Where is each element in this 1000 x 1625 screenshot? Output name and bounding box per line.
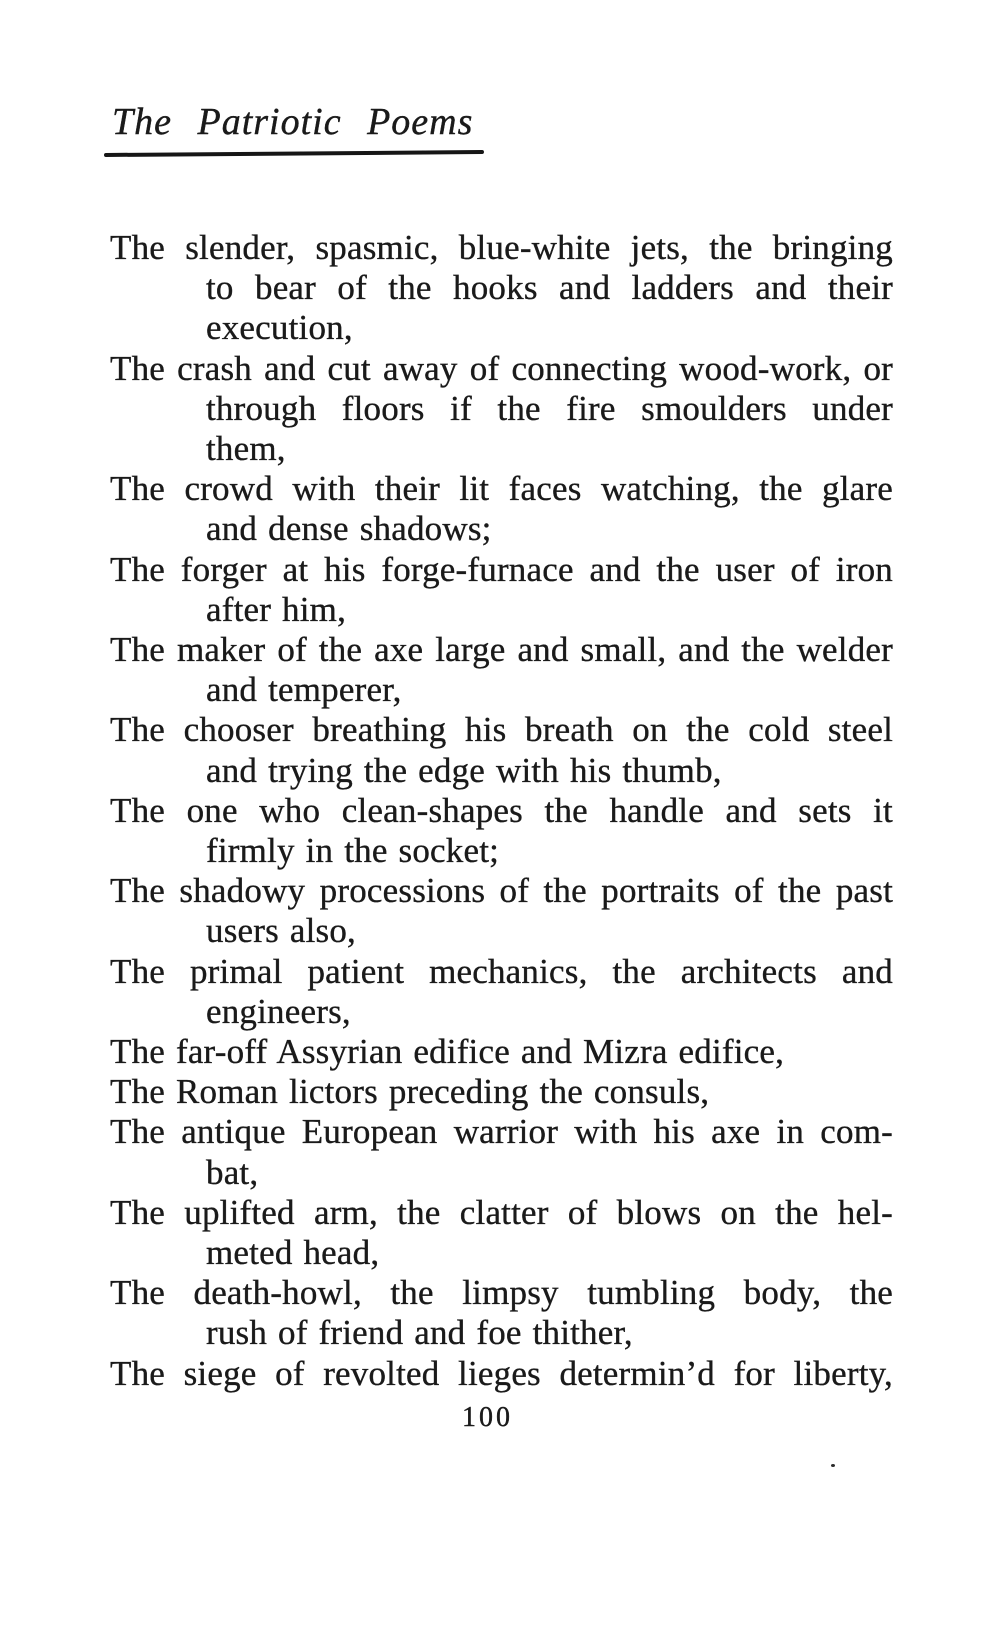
poem-line: The shadowy processions of the portraits of the past [110, 871, 893, 911]
page-number: 100 [462, 1402, 513, 1433]
poem-line: to bear of the hooks and ladders and their [206, 268, 893, 308]
poem-line: meted head, [206, 1233, 380, 1273]
poem-line: after him, [206, 589, 347, 629]
scan-speck-artifact [831, 1464, 835, 1467]
poem-line: The far-off Assyrian edifice and Mizra edifice, [110, 1032, 785, 1072]
poem-line: The antique European warrior with his axe in com- [110, 1112, 893, 1152]
poem-line: users also, [206, 911, 357, 951]
poem-line: engineers, [206, 991, 351, 1031]
poem-line: and trying the edge with his thumb, [206, 750, 722, 790]
poem-line: The death-howl, the limpsy tumbling body, the [110, 1273, 893, 1313]
poem-line: The one who clean-shapes the handle and sets it [110, 790, 893, 830]
poem-line: The primal patient mechanics, the architects and [110, 951, 893, 991]
poem-line: The crowd with their lit faces watching, the glare [110, 469, 893, 509]
poem-line: through floors if the fire smoulders under them, [206, 388, 893, 469]
poem-line: The crash and cut away of connecting wood-work, or [110, 348, 893, 388]
poem-line: bat, [206, 1152, 259, 1192]
poem-line: firmly in the socket; [206, 831, 500, 871]
poem-line: rush of friend and foe thither, [206, 1313, 633, 1353]
poem-line: The uplifted arm, the clatter of blows on the hel- [110, 1192, 893, 1232]
poem-line: The maker of the axe large and small, and the welder [110, 630, 893, 670]
header-underline-rule [104, 150, 484, 157]
poem-text [110, 228, 893, 1394]
poem-line: The Roman lictors preceding the consuls, [110, 1072, 710, 1112]
poem-line: The chooser breathing his breath on the cold steel [110, 710, 893, 750]
running-header: The Patriotic Poems [112, 101, 474, 143]
poem-line: execution, [206, 308, 353, 348]
poem-line: and dense shadows; [206, 509, 492, 549]
poem-line: The forger at his forge-furnace and the user of iron [110, 549, 893, 589]
poem-line: The slender, spasmic, blue-white jets, the bringing [110, 228, 893, 267]
poem-line: The siege of revolted lieges determin’d for liberty, [110, 1353, 893, 1393]
poem-line: and temperer, [206, 670, 402, 710]
